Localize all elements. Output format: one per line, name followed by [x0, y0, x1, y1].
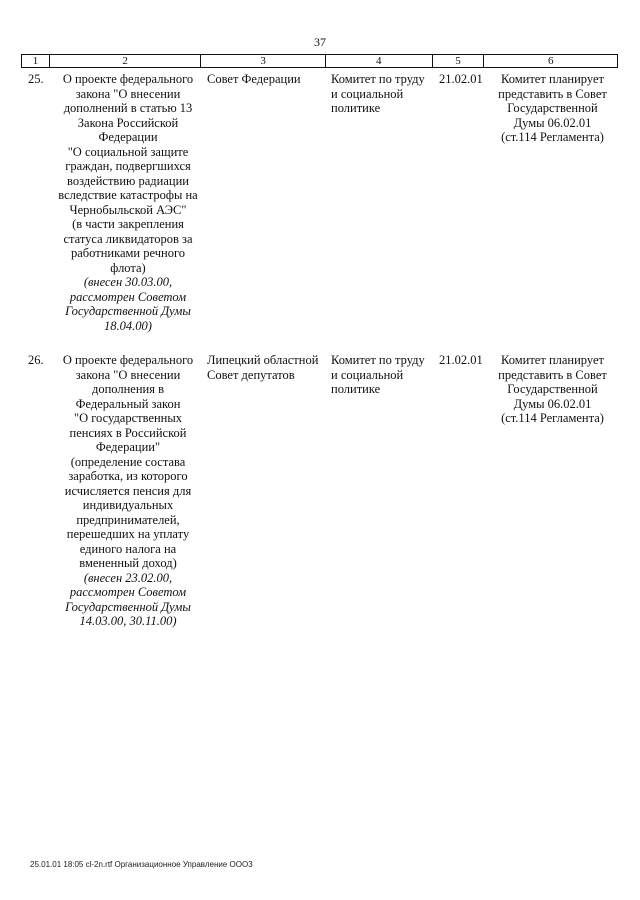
text-line: Липецкий областной — [207, 353, 319, 367]
record-status — [490, 353, 615, 426]
text-line: "О социальной защите — [67, 144, 189, 159]
text-line: Комитет по труду — [331, 353, 425, 367]
text-line: (внесен 30.03.00, — [83, 275, 173, 289]
text-line: О проекте федерального — [62, 72, 194, 86]
text-line: перешедших на уплату — [66, 527, 190, 541]
bill-note — [53, 275, 203, 333]
text-line: исчисляется пенсия для — [64, 483, 192, 498]
text-line: (ст.114 Регламента) — [501, 130, 604, 144]
bill-title-main — [53, 72, 203, 275]
bill-initiator — [207, 353, 327, 382]
text-line: Комитет планирует — [501, 353, 604, 367]
record-date: 21.02.01 — [439, 353, 483, 367]
text-line: (в части закрепления — [72, 217, 184, 231]
document-footer: 25.01.01 18:05 cl-2n.rtf Организационное Управление ООО3 — [30, 860, 253, 869]
bill-initiator — [207, 72, 327, 87]
text-line: политике — [331, 101, 381, 115]
text-line: работниками речного — [70, 246, 186, 260]
text-line: пенсиях в Российской — [69, 425, 187, 440]
page-number: 37 — [314, 35, 326, 49]
text-line: представить в Совет — [498, 367, 607, 382]
text-line: "О государственных — [73, 411, 183, 425]
text-line: 14.03.00, 30.11.00) — [79, 614, 177, 628]
record-number: 25. — [28, 72, 44, 86]
record-number: 26. — [28, 353, 44, 367]
text-line: Думы 06.02.01 — [513, 396, 592, 411]
text-line: (определение состава — [70, 454, 186, 469]
text-line: Думы 06.02.01 — [513, 115, 592, 130]
text-line: предпринимателей, — [76, 512, 180, 527]
column-header: 5 — [432, 55, 484, 67]
text-line: рассмотрен Советом — [69, 289, 187, 304]
text-line: Государственной Думы — [65, 304, 191, 318]
text-line: Государственной — [507, 101, 598, 115]
text-line: Совет Федерации — [207, 72, 301, 86]
column-header: 3 — [200, 55, 325, 67]
text-line: флота) — [110, 260, 146, 275]
text-line: вследствие катастрофы на — [58, 188, 198, 202]
text-line: Государственной — [507, 382, 598, 396]
text-line: вмененный доход) — [79, 556, 177, 570]
text-line: заработка, из которого — [68, 469, 188, 483]
text-line: статуса ликвидаторов за — [63, 231, 193, 246]
column-header: 6 — [483, 55, 617, 67]
record-status — [490, 72, 615, 145]
text-line: дополнений в статью 13 — [63, 101, 193, 115]
bill-title — [53, 72, 203, 333]
text-line: Комитет по труду — [331, 72, 425, 86]
bill-note — [53, 571, 203, 629]
column-header: 4 — [325, 55, 432, 67]
text-line: единого налога на — [79, 541, 177, 556]
text-line: закона "О внесении — [75, 86, 181, 101]
text-line: дополнения в — [91, 382, 164, 396]
text-line: представить в Совет — [498, 86, 607, 101]
bill-title-main — [53, 353, 203, 571]
text-line: Федеральный закон — [75, 396, 181, 411]
text-line: и социальной — [331, 367, 404, 382]
text-line: закона "О внесении — [75, 367, 181, 382]
text-line: воздействию радиации — [67, 173, 189, 188]
column-header: 1 — [32, 55, 39, 67]
text-line: (ст.114 Регламента) — [501, 411, 604, 425]
bill-title — [53, 353, 203, 629]
text-line: (внесен 23.02.00, — [83, 570, 173, 585]
responsible-committee — [331, 72, 435, 116]
text-line: Чернобыльской АЭС" — [69, 202, 187, 217]
text-line: Государственной Думы — [65, 599, 191, 614]
text-line: Совет депутатов — [207, 367, 295, 382]
text-line: О проекте федерального — [62, 353, 194, 367]
responsible-committee — [331, 353, 435, 397]
record-date: 21.02.01 — [439, 72, 483, 86]
text-line: Федерации — [98, 130, 158, 144]
text-line: Закона Российской — [77, 115, 179, 130]
text-line: 18.04.00) — [104, 318, 152, 333]
text-line: и социальной — [331, 86, 404, 101]
text-line: Комитет планирует — [501, 72, 604, 86]
column-header: 2 — [49, 55, 200, 67]
text-line: Федерации" — [95, 440, 161, 454]
text-line: индивидуальных — [82, 498, 174, 512]
text-line: граждан, подвергшихся — [65, 159, 191, 173]
text-line: рассмотрен Советом — [69, 585, 187, 599]
text-line: политике — [331, 382, 381, 396]
table-header-row — [21, 54, 618, 68]
